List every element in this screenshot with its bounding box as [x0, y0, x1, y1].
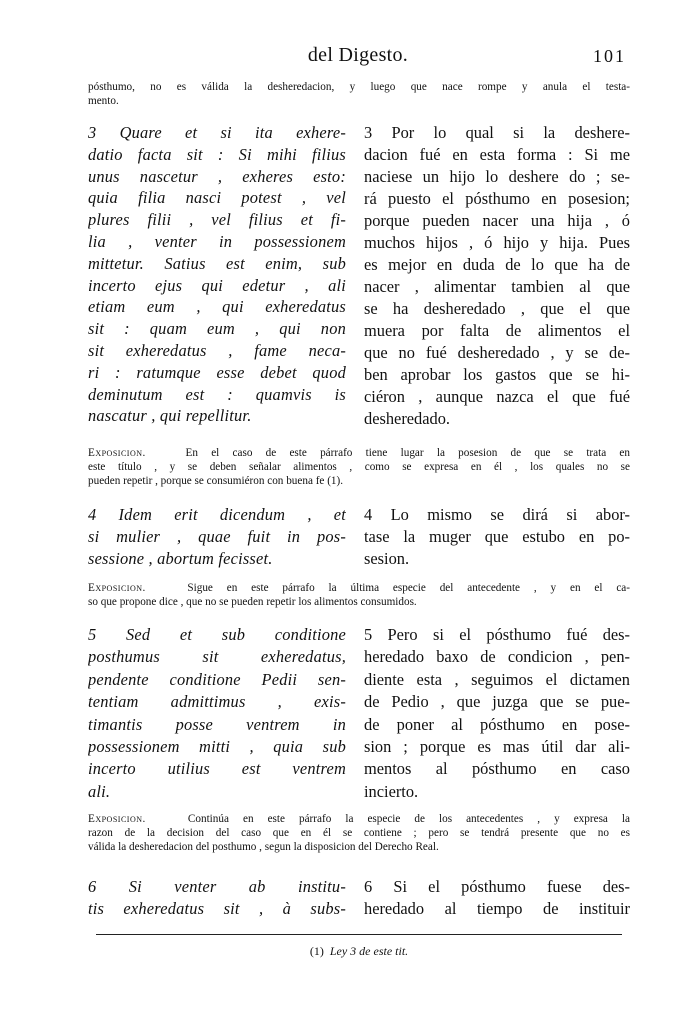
spanish-line: 6 Si el pósthumo fuese des- [364, 877, 630, 896]
spanish-line: nacer , alimentar tambien al que [364, 277, 630, 296]
spanish-line: tase la muger que estubo en po- [364, 527, 630, 546]
footnote-mark: (1) [309, 944, 324, 958]
spanish-line: se ha desheredado , que el que [364, 299, 630, 318]
paragraph-pair-6 [88, 876, 630, 924]
spanish-line: muchos hijos , ó hijo y hija. Pues [364, 233, 630, 252]
latin-line: datio facta sit : Si mihi filius [88, 144, 346, 164]
paragraph-pair-3 [88, 122, 630, 440]
spanish-line: sion ; porque es mas útil dar ali- [364, 737, 630, 757]
footnote-rule [96, 934, 622, 935]
spanish-line: ben aprobar los gastos que se hi- [364, 365, 630, 384]
spanish-column [364, 122, 630, 430]
latin-line: sit exheredatus , fame neca- [88, 340, 346, 360]
spanish-column [364, 504, 630, 570]
footnote-text: Ley 3 de este tit. [329, 944, 409, 958]
spanish-line: que no fué desheredado , y se de- [364, 343, 630, 362]
spanish-line: desheredado. [364, 409, 451, 428]
spanish-line: heredado baxo de condicion , pen- [364, 647, 630, 667]
latin-line: mittetur. Satius est enim, sub [88, 253, 346, 273]
latin-line: 3 Quare et si ita exhere- [88, 123, 346, 142]
spanish-line: 5 Pero si el pósthumo fué des- [364, 625, 630, 644]
latin-line: unus nascetur , exheres esto: [88, 166, 346, 186]
exposicion-line: válida la desheredacion del posthumo , segun la disposicion del Derecho Real. [88, 841, 439, 853]
spanish-line: muera por falta de alimentos el [364, 321, 630, 340]
spanish-column [364, 624, 630, 803]
latin-column [88, 504, 346, 570]
spanish-line: 3 Por lo qual si la deshere- [364, 123, 630, 142]
exposicion-line: este título , y se deben señalar alimentos , como se expresa en él , los quales no se [88, 461, 630, 473]
spanish-line: diente esta , seguimos el dictamen [364, 669, 630, 689]
exposicion-note [88, 446, 630, 488]
latin-line: etiam eum , qui exheredatus [88, 297, 346, 317]
intro-line: mento. [88, 95, 119, 107]
spanish-line: heredado al tiempo de instituir [364, 899, 630, 918]
spanish-line: sesion. [364, 549, 410, 568]
running-title: del Digesto. [307, 44, 409, 66]
paragraph-pair-5 [88, 624, 630, 808]
exposicion-heading: Exposicion. [88, 582, 146, 594]
spanish-line: mentos al pósthumo en caso [364, 759, 630, 779]
exposicion-heading: Exposicion. [88, 447, 146, 459]
paragraph-pair-4 [88, 504, 630, 574]
latin-line: quia filia nasci potest , vel [88, 188, 346, 208]
spanish-line: incierto. [364, 781, 419, 801]
spanish-line: rá puesto el pósthumo en posesion; [364, 189, 630, 208]
spanish-line: de Pedio , que juzga que se pue- [364, 692, 630, 712]
spanish-line: es mejor en duda de lo que ha de [364, 255, 630, 274]
latin-line: lia , venter in possessionem [88, 231, 346, 251]
exposicion-line: razon de la decision del caso que en él se contiene ; pero se tendrá presente que no es [88, 827, 630, 839]
spanish-line: dacion fué en esta forma : Si me [364, 145, 630, 164]
latin-line: sit : quam eum , qui non [88, 319, 346, 339]
latin-line: deminutum est : quamvis is [88, 384, 346, 404]
latin-line: possessionem mitti , quia sub [88, 737, 346, 757]
latin-line: ali. [88, 781, 111, 801]
latin-line: posthumus sit exheredatus, [88, 647, 346, 667]
spanish-line: naciese un hijo lo deshere do ; se- [364, 167, 630, 186]
latin-line: incerto ejus qui edetur , ali [88, 275, 346, 295]
exposicion-line: so que propone dice , que no se pueden repetir los alimentos consumidos. [88, 596, 417, 608]
intro-line: pósthumo, no es válida la desheredacion, y luego que nace rompe y anula el testa- [88, 81, 630, 93]
spanish-line: ciéron , aunque nazca el que fué [364, 387, 630, 406]
footnote [96, 944, 622, 959]
latin-line: timantis posse ventrem in [88, 714, 346, 734]
spanish-column [364, 876, 630, 920]
latin-line: 6 Si venter ab institu- [88, 877, 346, 896]
exposicion-heading: Exposicion. [88, 813, 146, 825]
spanish-line: 4 Lo mismo se dirá si abor- [364, 505, 630, 524]
latin-line: si mulier , quae fuit in pos- [88, 527, 346, 546]
exposicion-line: Sigue en este párrafo la última especie del antecedente , y en el ca- [187, 582, 630, 594]
exposicion-note [88, 581, 630, 609]
exposicion-line: En el caso de este párrafo tiene lugar la posesion de que se trata en [185, 447, 630, 459]
latin-column [88, 876, 346, 920]
latin-line: plures filii , vel filius et fi- [88, 210, 346, 230]
latin-line: tis exheredatus sit , à subs- [88, 899, 346, 918]
page-number: 101 [593, 46, 626, 66]
latin-line: ri : ratumque esse debet quod [88, 362, 346, 382]
latin-line: pendente conditione Pedii sen- [88, 669, 346, 689]
exposicion-line: Continúa en este párrafo la especie de los antecedentes , y expresa la [187, 813, 630, 825]
latin-line: tentiam admittimus , exis- [88, 692, 346, 712]
spanish-line: porque pueden nacer una hija , ó [364, 211, 630, 230]
latin-line: 4 Idem erit dicendum , et [88, 505, 346, 524]
running-header [88, 44, 628, 74]
latin-line: sessione , abortum fecisset. [88, 549, 273, 568]
latin-line: 5 Sed et sub conditione [88, 625, 346, 644]
latin-column [88, 122, 346, 427]
intro-text [88, 80, 630, 108]
spanish-line: de poner al pósthumo en pose- [364, 714, 630, 734]
exposicion-line: pueden repetir , porque se consumiéron con buena fe (1). [88, 475, 344, 487]
latin-column [88, 624, 346, 803]
latin-line: nascatur , qui repellitur. [88, 406, 252, 426]
latin-line: incerto utilius est ventrem [88, 759, 346, 779]
exposicion-note [88, 812, 630, 854]
